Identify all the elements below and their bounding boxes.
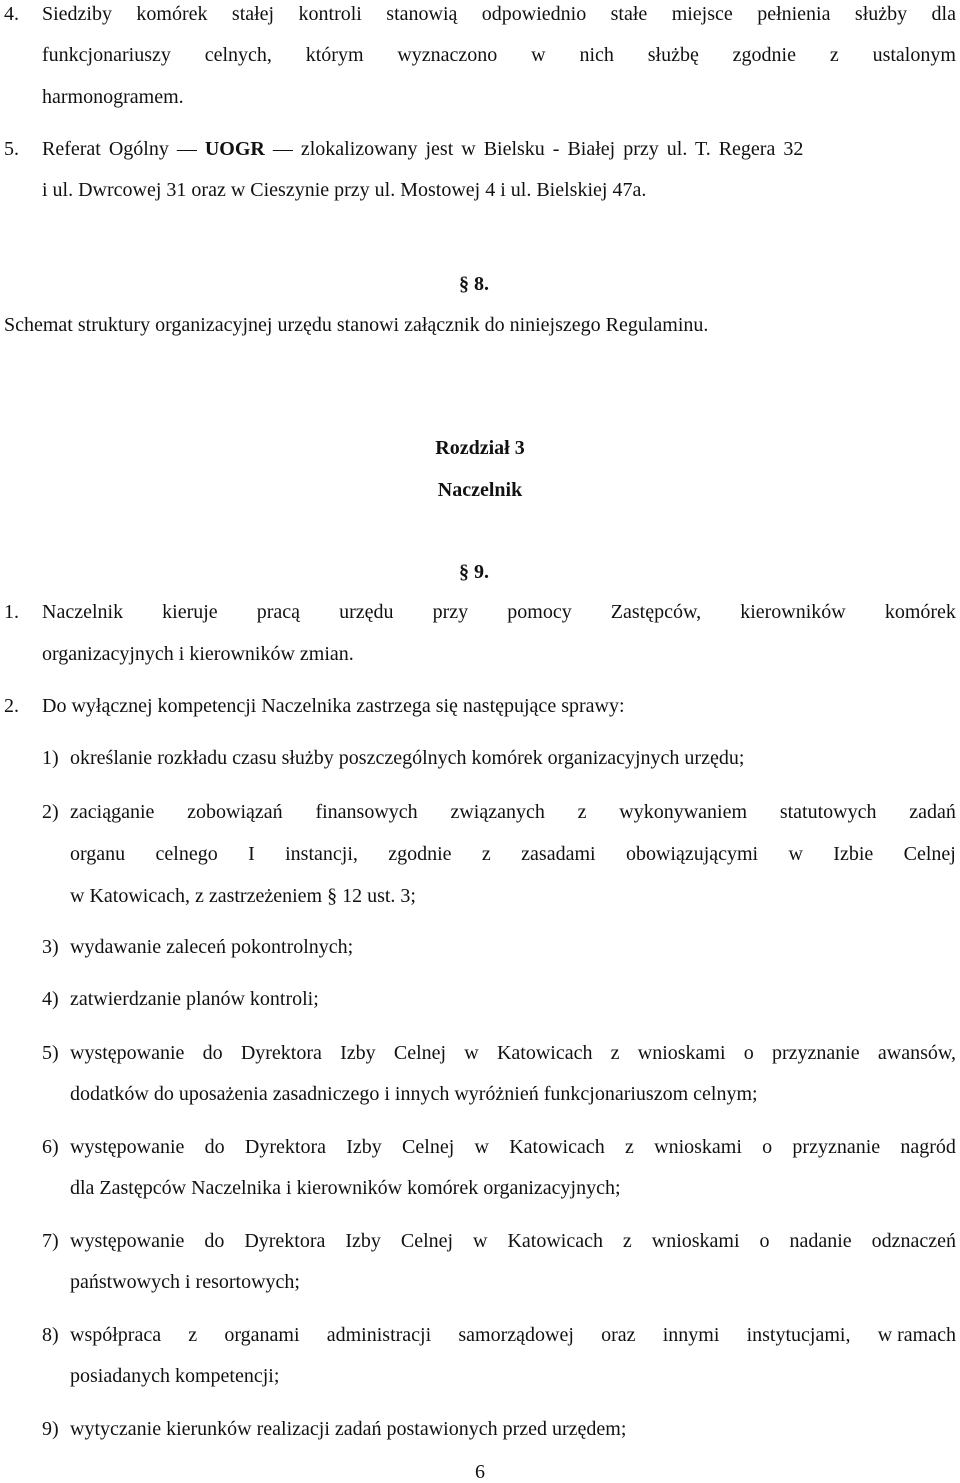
word: pomocy	[507, 601, 572, 623]
word: zadań	[909, 801, 956, 823]
word: stanowią	[386, 3, 458, 25]
word: z	[188, 1324, 198, 1346]
word: komórek	[884, 601, 956, 623]
word: Naczelnik	[42, 601, 124, 623]
word: Celnej	[400, 1230, 454, 1252]
list-item-text: zatwierdzanie planów kontroli;	[70, 988, 319, 1010]
word: Katowicach	[507, 1230, 603, 1252]
page-number: 6	[475, 1461, 485, 1483]
text-line: Schemat struktury organizacyjnej urzędu stanowi załącznik do niniejszego Regulaminu.	[4, 314, 709, 336]
word: pełnienia	[757, 3, 831, 25]
word: współpraca	[70, 1324, 162, 1346]
word: przyznanie	[771, 1042, 860, 1064]
text-line: i ul. Dwrcowej 31 oraz w Cieszynie przy ul. Mostowej 4 i ul. Bielskiej 47a.	[42, 179, 647, 201]
word: finansowych	[315, 801, 418, 823]
word: w	[531, 44, 546, 66]
word: stałe	[610, 3, 648, 25]
chapter-number: Rozdział 3	[435, 437, 525, 459]
section-heading: § 9.	[459, 561, 489, 583]
word: z	[624, 1136, 634, 1158]
word: nadanie	[789, 1230, 852, 1252]
word: organu	[70, 843, 126, 865]
text-line: organizacyjnych i kierowników zmian.	[42, 643, 354, 665]
word: wnioskami	[651, 1230, 740, 1252]
word: Katowicach	[509, 1136, 605, 1158]
list-item-text: posiadanych kompetencji;	[70, 1365, 280, 1387]
list-item-text: wydawanie zaleceń pokontrolnych;	[70, 936, 354, 958]
word: o	[743, 1042, 754, 1064]
word: funkcjonariuszy	[42, 44, 171, 66]
justified-line	[42, 600, 956, 624]
word: z	[577, 801, 587, 823]
word: służbę	[647, 44, 699, 66]
word: ustalonym	[872, 44, 956, 66]
word: Izby	[340, 1042, 376, 1064]
word: służby	[854, 3, 908, 25]
list-item-text: w Katowicach, z zastrzeżeniem § 12 ust. 3;	[70, 885, 416, 907]
word: zobowiązań	[187, 801, 283, 823]
word: przyznanie	[792, 1136, 881, 1158]
word: z	[481, 843, 491, 865]
word: Dyrektora	[244, 1230, 326, 1252]
justified-line	[70, 842, 956, 866]
word: Dyrektora	[244, 1136, 326, 1158]
paragraph-number: 2.	[4, 695, 19, 717]
word: występowanie	[70, 1042, 185, 1064]
justified-line	[70, 800, 956, 824]
word: komórek	[136, 3, 208, 25]
word: odpowiednio	[481, 3, 587, 25]
word: którym	[305, 44, 364, 66]
word: Izby	[345, 1230, 381, 1252]
word: stałej	[231, 3, 275, 25]
word: w	[464, 1042, 479, 1064]
word: oraz	[601, 1324, 636, 1346]
justified-line	[42, 2, 956, 26]
list-item-text: dodatków do uposażenia zasadniczego i innych wyróżnień funkcjonariuszom celnym;	[70, 1083, 758, 1105]
word: związanych	[450, 801, 545, 823]
word: z	[610, 1042, 620, 1064]
word: kierowników	[740, 601, 846, 623]
word: dla	[931, 3, 956, 25]
word: I	[248, 843, 255, 865]
list-item-number: 2)	[42, 801, 59, 823]
word: instytucjami,	[746, 1324, 851, 1346]
word: nich	[579, 44, 614, 66]
word: wykonywaniem	[619, 801, 748, 823]
word: do	[204, 1230, 225, 1252]
list-item-number: 9)	[42, 1418, 59, 1440]
word: Zastępców,	[610, 601, 702, 623]
paragraph-number: 1.	[4, 601, 19, 623]
word: wnioskami	[637, 1042, 726, 1064]
word: do	[202, 1042, 223, 1064]
list-item-number: 8)	[42, 1324, 59, 1346]
paragraph-number: 4.	[4, 3, 19, 25]
word: z	[829, 44, 839, 66]
word: odznaczeń	[871, 1230, 956, 1252]
justified-line	[70, 1041, 956, 1065]
word: kontroli	[298, 3, 362, 25]
justified-line	[70, 1135, 956, 1159]
word: Celnej	[393, 1042, 447, 1064]
word: zgodnie	[732, 44, 796, 66]
justified-line	[70, 1229, 956, 1253]
word: Izbie	[833, 843, 874, 865]
word: zgodnie	[388, 843, 452, 865]
bold-abbreviation: UOGR	[204, 138, 265, 160]
list-item-text: państwowych i resortowych;	[70, 1271, 300, 1293]
paragraph-number: 5.	[4, 138, 19, 160]
word: instancji,	[285, 843, 358, 865]
word: obowiązującymi	[625, 843, 759, 865]
text-line: Do wyłącznej kompetencji Naczelnika zastrzega się następujące sprawy:	[42, 695, 625, 717]
word: z	[622, 1230, 632, 1252]
justified-line	[70, 1323, 956, 1347]
word: w	[474, 1136, 489, 1158]
word: urzędu	[339, 601, 394, 623]
word: przy	[432, 601, 469, 623]
word: występowanie	[70, 1136, 185, 1158]
text-line: Referat Ogólny — UOGR — zlokalizowany jest w Bielsku - Białej przy ul. T. Regera 32	[42, 138, 804, 160]
word: celnych,	[204, 44, 272, 66]
word: Siedziby	[42, 3, 112, 25]
word: administracji	[326, 1324, 432, 1346]
word: awansów,	[877, 1042, 956, 1064]
word: występowanie	[70, 1230, 185, 1252]
list-item-number: 7)	[42, 1230, 59, 1252]
list-item-text: dla Zastępców Naczelnika i kierowników komórek organizacyjnych;	[70, 1177, 621, 1199]
text-line: harmonogramem.	[42, 86, 184, 108]
justified-line	[42, 43, 956, 67]
word: w	[473, 1230, 488, 1252]
list-item-text: wytyczanie kierunków realizacji zadań postawionych przed urzędem;	[70, 1418, 627, 1440]
word: wyznaczono	[397, 44, 498, 66]
list-item-number: 6)	[42, 1136, 59, 1158]
word: statutowych	[779, 801, 877, 823]
word: w ramach	[877, 1324, 956, 1346]
word: samorządowej	[458, 1324, 574, 1346]
word: Celnej	[903, 843, 956, 865]
word: nagród	[900, 1136, 956, 1158]
word: o	[762, 1136, 773, 1158]
word: kieruje	[162, 601, 218, 623]
word: Katowicach	[496, 1042, 593, 1064]
list-item-number: 1)	[42, 747, 59, 769]
word: wnioskami	[654, 1136, 742, 1158]
list-item-number: 3)	[42, 936, 59, 958]
word: pracą	[256, 601, 301, 623]
word: o	[759, 1230, 770, 1252]
chapter-title: Naczelnik	[437, 479, 523, 501]
list-item-number: 5)	[42, 1042, 59, 1064]
list-item-number: 4)	[42, 988, 59, 1010]
word: miejsce	[671, 3, 733, 25]
word: do	[204, 1136, 225, 1158]
list-item-text: określanie rozkładu czasu służby poszczególnych komórek organizacyjnych urzędu;	[70, 747, 745, 769]
word: w	[788, 843, 803, 865]
word: celnego	[155, 843, 218, 865]
word: innymi	[662, 1324, 720, 1346]
word: zaciąganie	[70, 801, 155, 823]
word: zasadami	[521, 843, 596, 865]
word: organami	[224, 1324, 300, 1346]
word: Izby	[346, 1136, 382, 1158]
section-heading: § 8.	[459, 273, 489, 295]
word: Dyrektora	[240, 1042, 322, 1064]
word: Celnej	[402, 1136, 455, 1158]
